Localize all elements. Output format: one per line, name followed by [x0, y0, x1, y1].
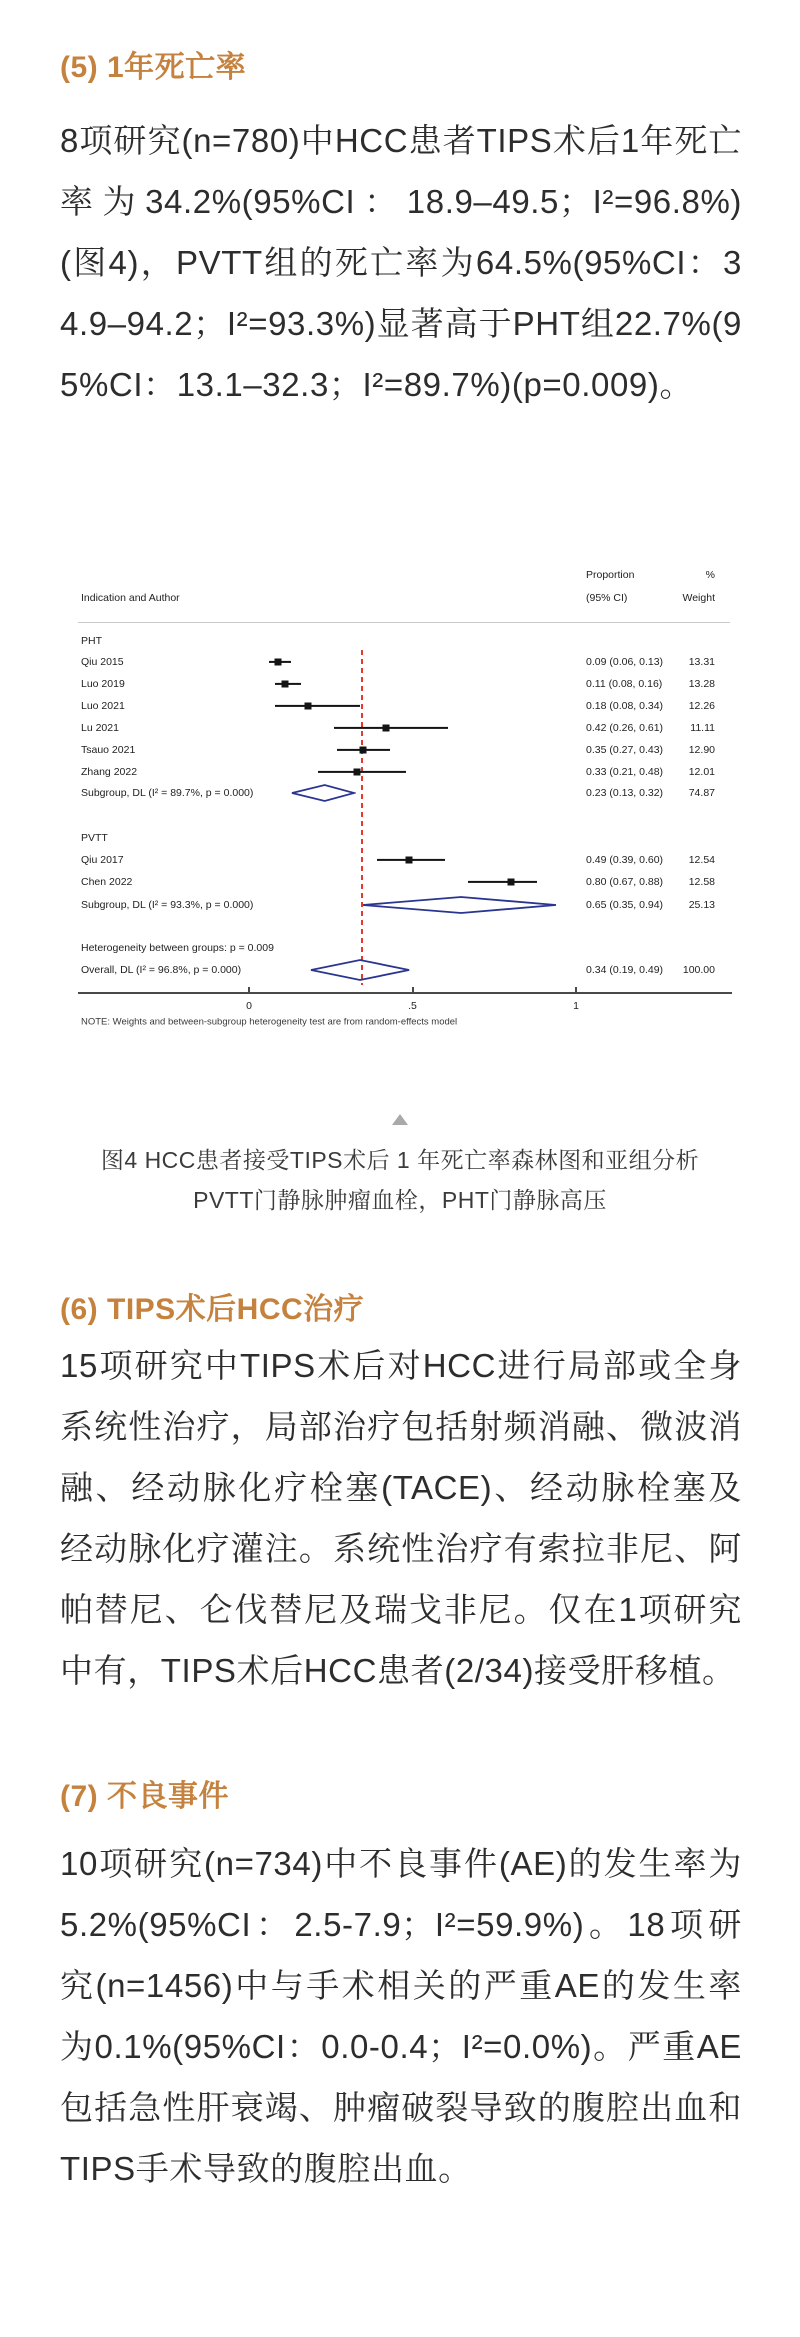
- forest-proportion-value: 0.49 (0.39, 0.60): [586, 854, 664, 866]
- forest-row-label: Qiu 2015: [81, 656, 124, 668]
- section-7-heading: (7) 不良事件: [60, 1780, 229, 1813]
- forest-weight-value: 25.13: [688, 899, 715, 911]
- forest-ci-line: [468, 881, 537, 883]
- section-6-heading: (6) TIPS术后HCC治疗: [60, 1293, 365, 1326]
- forest-proportion-value: 0.33 (0.21, 0.48): [586, 766, 664, 778]
- figure-caption: [0, 1140, 800, 1220]
- forest-proportion-value: 0.42 (0.26, 0.61): [586, 722, 664, 734]
- forest-diamond: [290, 784, 356, 802]
- forest-ci-line: [275, 705, 360, 707]
- forest-row-label: Lu 2021: [81, 722, 119, 734]
- forest-weight-value: 11.11: [690, 722, 715, 734]
- forest-row-label: Luo 2019: [81, 678, 125, 690]
- forest-weight-value: 12.01: [688, 766, 715, 778]
- forest-proportion-value: 0.18 (0.08, 0.34): [586, 700, 664, 712]
- forest-row-label: Zhang 2022: [81, 766, 138, 778]
- x-axis-tick-mark: [412, 987, 414, 992]
- forest-point-marker: [507, 879, 514, 886]
- forest-row-label: Heterogeneity between groups: p = 0.009: [81, 942, 274, 954]
- forest-col-header-proportion: Proportion: [586, 569, 635, 581]
- image-collapse-control[interactable]: [0, 1112, 800, 1132]
- x-axis-tick-label: 1: [573, 1000, 579, 1012]
- forest-point-marker: [353, 769, 360, 776]
- forest-point-marker: [360, 747, 367, 754]
- x-axis-tick-mark: [248, 987, 250, 992]
- forest-weight-value: 12.90: [688, 744, 715, 756]
- forest-row-label: Subgroup, DL (I² = 89.7%, p = 0.000): [81, 787, 254, 799]
- figure-caption-line1: 图4 HCC患者接受TIPS术后 1 年死亡率森林图和亚组分析: [100, 1147, 700, 1173]
- forest-point-marker: [304, 703, 311, 710]
- forest-weight-value: 13.28: [688, 678, 715, 690]
- forest-weight-value: 12.54: [688, 854, 715, 866]
- forest-proportion-value: 0.23 (0.13, 0.32): [586, 787, 664, 799]
- forest-weight-value: 13.31: [688, 656, 715, 668]
- forest-proportion-value: 0.65 (0.35, 0.94): [586, 899, 664, 911]
- forest-col-header-percent: %: [705, 569, 715, 581]
- forest-row-label: Chen 2022: [81, 876, 133, 888]
- forest-col-header-weight: Weight: [682, 592, 715, 604]
- x-axis-tick-label: .5: [408, 1000, 417, 1012]
- section-5-heading: (5) 1年死亡率: [60, 51, 247, 84]
- section-5-paragraph: 8项研究(n=780)中HCC患者TIPS术后1年死亡率为34.2%(95%CI：18.9–49.5；I²=96.8%)(图4)，PVTT组的死亡率为64.5%(95%CI：34.9–94.2；I²=93.3%)显著高于PHT组22.7%(95%CI：13.1–32.3；I²=89.7%)(p=0.009)。: [60, 122, 742, 403]
- figure-caption-line2: PVTT门静脉肿瘤血栓，PHT门静脉高压: [193, 1187, 607, 1213]
- forest-diamond: [309, 959, 411, 981]
- forest-proportion-value: 0.11 (0.08, 0.16): [586, 678, 663, 690]
- forest-point-marker: [281, 681, 288, 688]
- reference-dashed-line: [361, 650, 363, 985]
- section-6-paragraph: 15项研究中TIPS术后对HCC进行局部或全身系统性治疗，局部治疗包括射频消融、微波消融、经动脉化疗栓塞(TACE)、经动脉栓塞及经动脉化疗灌注。系统性治疗有索拉非尼、阿帕替尼、仑伐替尼及瑞戈非尼。仅在1项研究中有，TIPS术后HCC患者(2/34)接受肝移植。: [60, 1347, 742, 1689]
- forest-ci-line: [318, 771, 406, 773]
- forest-weight-value: 12.26: [688, 700, 715, 712]
- forest-point-marker: [275, 659, 282, 666]
- forest-proportion-value: 0.09 (0.06, 0.13): [586, 656, 664, 668]
- forest-point-marker: [406, 857, 413, 864]
- forest-weight-value: 100.00: [682, 964, 715, 976]
- forest-col-header-indication-author: Indication and Author: [81, 592, 180, 604]
- forest-proportion-value: 0.34 (0.19, 0.49): [586, 964, 664, 976]
- forest-note: NOTE: Weights and between-subgroup heterogeneity test are from random-effects model: [81, 1016, 458, 1028]
- forest-row-label: Qiu 2017: [81, 854, 124, 866]
- forest-row-label: Overall, DL (I² = 96.8%, p = 0.000): [81, 964, 242, 976]
- section-7-paragraph: 10项研究(n=734)中不良事件(AE)的发生率为5.2%(95%CI：2.5-7.9；I²=59.9%)。18项研究(n=1456)中与手术相关的严重AE的发生率为0.1%(95%CI：0.0-0.4；I²=0.0%)。严重AE包括急性肝衰竭、肿瘤破裂导致的腹腔出血和TIPS手术导致的腹腔出血。: [60, 1845, 742, 2187]
- forest-weight-value: 12.58: [688, 876, 715, 888]
- forest-row-label: Luo 2021: [81, 700, 125, 712]
- forest-plot-figure: [0, 555, 800, 1035]
- forest-point-marker: [383, 725, 390, 732]
- forest-row-label: Subgroup, DL (I² = 93.3%, p = 0.000): [81, 899, 254, 911]
- forest-row-label: Tsauo 2021: [81, 744, 136, 756]
- forest-weight-value: 74.87: [688, 787, 715, 799]
- forest-ci-line: [334, 727, 448, 729]
- forest-col-header-95ci: (95% CI): [586, 592, 628, 604]
- x-axis-line: [78, 992, 732, 994]
- forest-diamond: [361, 896, 558, 914]
- x-axis-tick-mark: [575, 987, 577, 992]
- forest-proportion-value: 0.35 (0.27, 0.43): [586, 744, 664, 756]
- forest-group-label: PHT: [81, 635, 102, 647]
- triangle-up-icon[interactable]: [392, 1114, 408, 1125]
- forest-group-label: PVTT: [81, 832, 108, 844]
- forest-proportion-value: 0.80 (0.67, 0.88): [586, 876, 664, 888]
- header-divider-line: [78, 622, 730, 623]
- x-axis-tick-label: 0: [246, 1000, 252, 1012]
